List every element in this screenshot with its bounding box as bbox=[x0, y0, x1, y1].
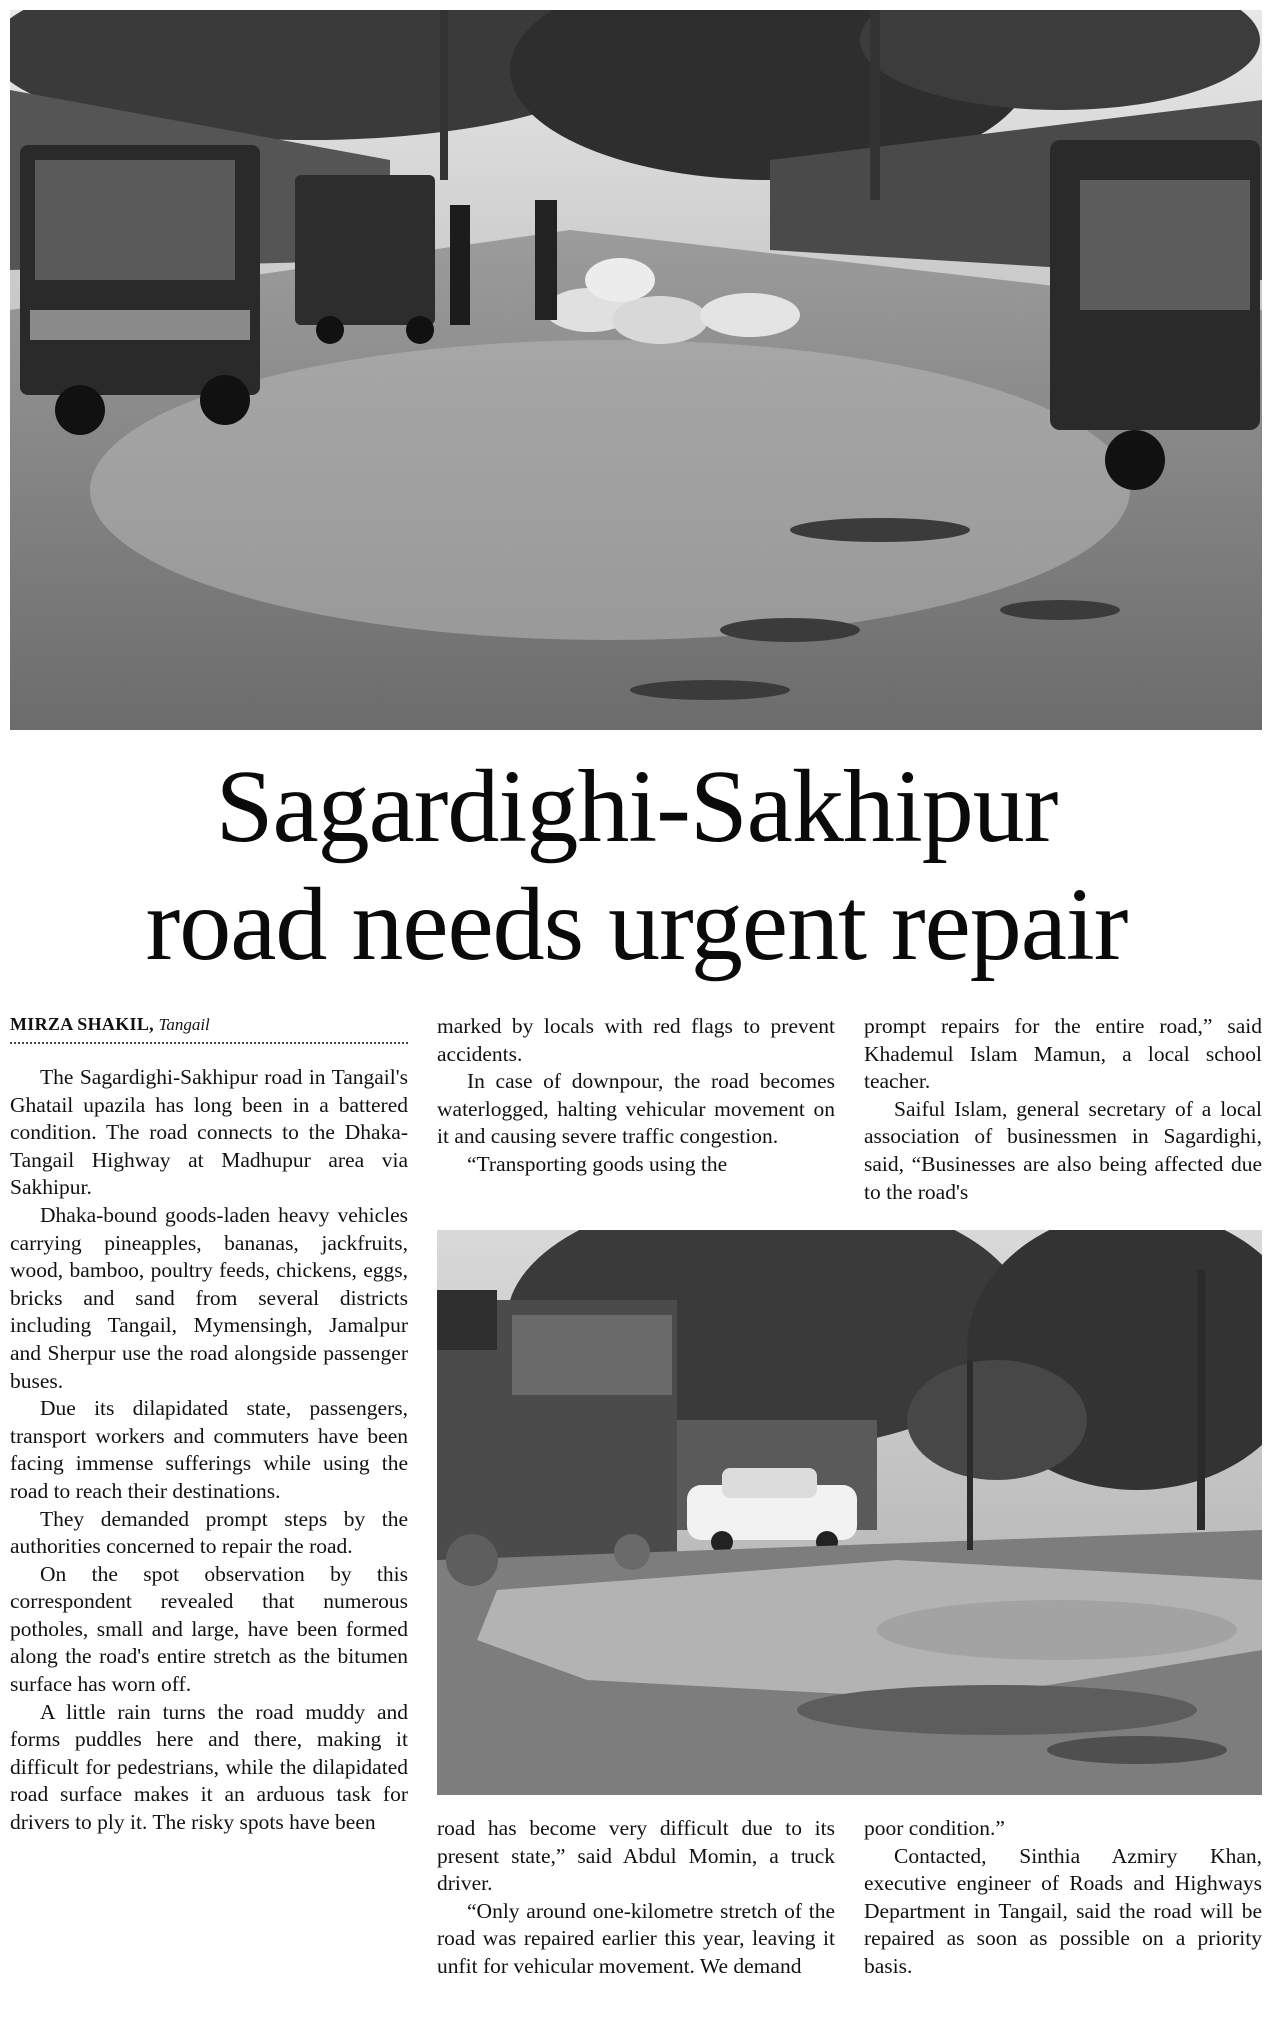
paragraph: “Transporting goods using the bbox=[467, 1151, 728, 1176]
headline-line-1: Sagardighi-Sakhipur bbox=[215, 749, 1058, 864]
byline-author: MIRZA SHAKIL, bbox=[10, 1014, 154, 1034]
paragraph: A little rain turns the road muddy and forms puddles here and there, making it difficult for pedestrians, while the dilapidated road surface makes it an arduous task for drivers to ply it. The risky spots have been bbox=[10, 1699, 408, 1835]
paragraph: “Only around one-kilometre stretch of the road was repaired earlier this year, leaving it unfit for vehicular movement. We demand bbox=[437, 1898, 835, 1978]
paragraph: marked by locals with red flags to prevent accidents. bbox=[437, 1014, 835, 1066]
paragraph: Due its dilapidated state, passengers, transport workers and commuters have been facing immense sufferings while using the road to reach their destinations. bbox=[10, 1396, 408, 1503]
paragraph: Saiful Islam, general secretary of a local association of businessmen in Sagardighi, said, “Businesses are also being affected due to the road's bbox=[864, 1096, 1262, 1204]
paragraph: Dhaka-bound goods-laden heavy vehicles carrying pineapples, bananas, jackfruits, wood, bamboo, poultry feeds, chickens, eggs, bricks and sand from several districts including Tangail, Mymensingh, Jamalpur and Sherpur use the road alongside passenger buses. bbox=[10, 1202, 408, 1393]
paragraph: In case of downpour, the road becomes waterlogged, halting vehicular movement on it and causing severe traffic congestion. bbox=[437, 1069, 835, 1149]
paragraph: Contacted, Sinthia Azmiry Khan, executive engineer of Roads and Highways Department in Tangail, said the road will be repaired as soon as possible on a priority basis. bbox=[864, 1843, 1262, 1978]
article-column-3-bottom bbox=[864, 1815, 1262, 1981]
headline bbox=[0, 748, 1273, 984]
article-column-2-top bbox=[437, 1013, 835, 1179]
byline-location: Tangail bbox=[158, 1015, 210, 1034]
paragraph: prompt repairs for the entire road,” said Khademul Islam Mamun, a local school teacher. bbox=[864, 1014, 1262, 1094]
article-column-3-top bbox=[864, 1013, 1262, 1206]
byline bbox=[10, 1013, 408, 1044]
paragraph: The Sagardighi-Sakhipur road in Tangail's Ghatail upazila has long been in a battered condition. The road connects to the Dhaka-Tangail Highway at Madhupur area via Sakhipur. bbox=[10, 1065, 408, 1200]
paragraph: road has become very difficult due to its present state,” said Abdul Momin, a truck driver. bbox=[437, 1816, 835, 1896]
road-puddle-photo bbox=[437, 1230, 1262, 1795]
headline-line-2: road needs urgent repair bbox=[145, 867, 1128, 982]
article-column-1 bbox=[10, 1064, 408, 1837]
road-waterlogged-photo bbox=[10, 10, 1262, 730]
paragraph: They demanded prompt steps by the authorities concerned to repair the road. bbox=[10, 1506, 408, 1559]
paragraph: poor condition.” bbox=[864, 1816, 1005, 1840]
paragraph: On the spot observation by this correspondent revealed that numerous potholes, small and large, have been formed along the road's entire stretch as the bitumen surface has worn off. bbox=[10, 1561, 408, 1697]
article-column-2-bottom bbox=[437, 1815, 835, 1981]
